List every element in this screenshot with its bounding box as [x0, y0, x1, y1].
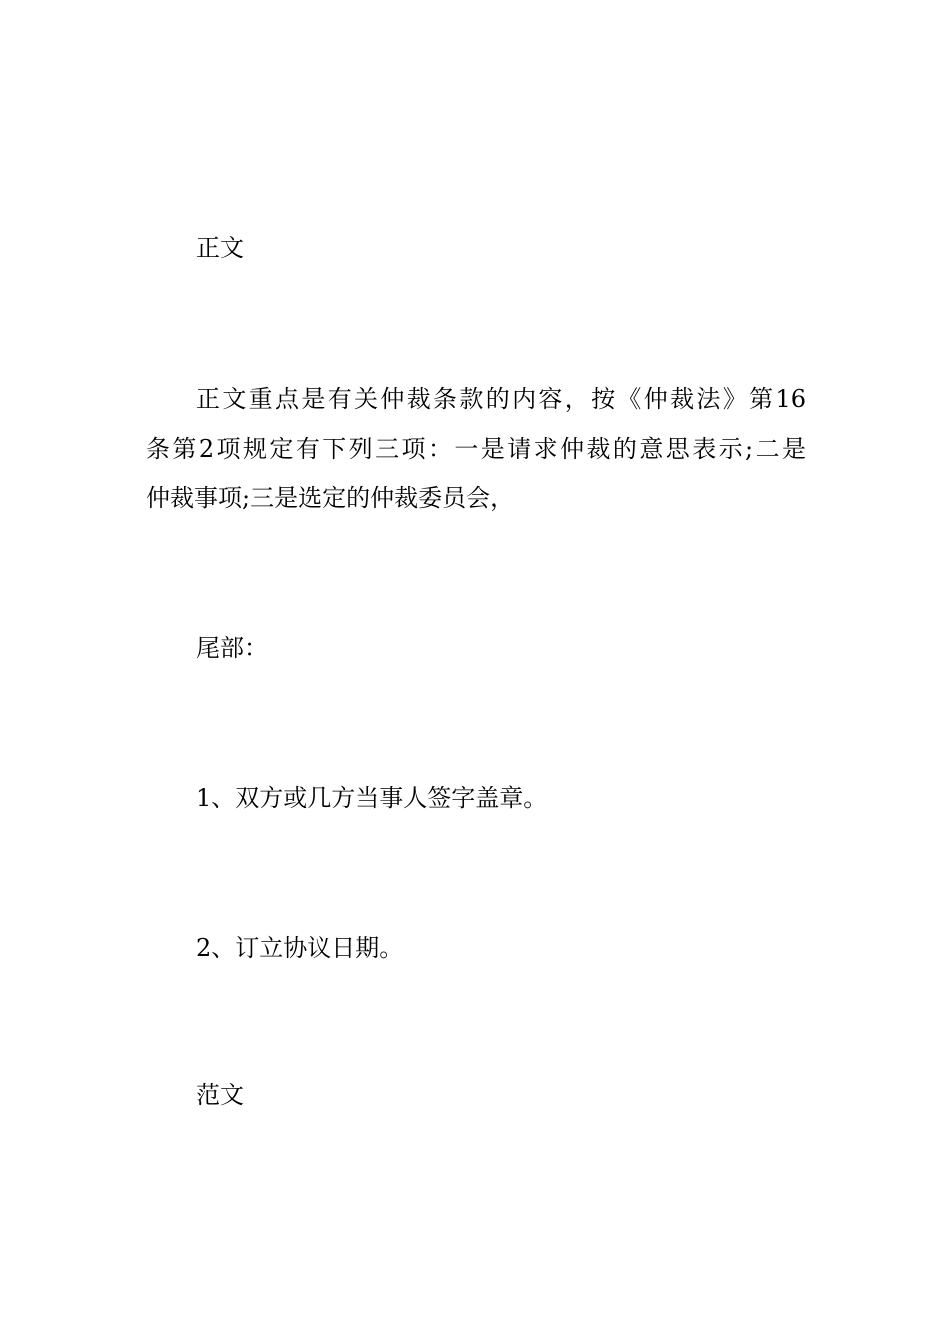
section-heading-body: 正文 [196, 234, 244, 262]
tail-item-date: 2、订立协议日期。 [196, 934, 404, 962]
body-paragraph-line-2: 条第2项规定有下列三项：一是请求仲裁的意思表示;二是 [146, 435, 806, 463]
section-heading-tail: 尾部： [196, 634, 268, 662]
body-paragraph-line-3: 仲裁事项;三是选定的仲裁委员会， [146, 484, 515, 512]
body-paragraph-line-1: 正文重点是有关仲裁条款的内容，按《仲裁法》第16 [196, 385, 806, 413]
section-heading-sample: 范文 [196, 1081, 244, 1109]
tail-item-signature: 1、双方或几方当事人签字盖章。 [196, 784, 548, 812]
